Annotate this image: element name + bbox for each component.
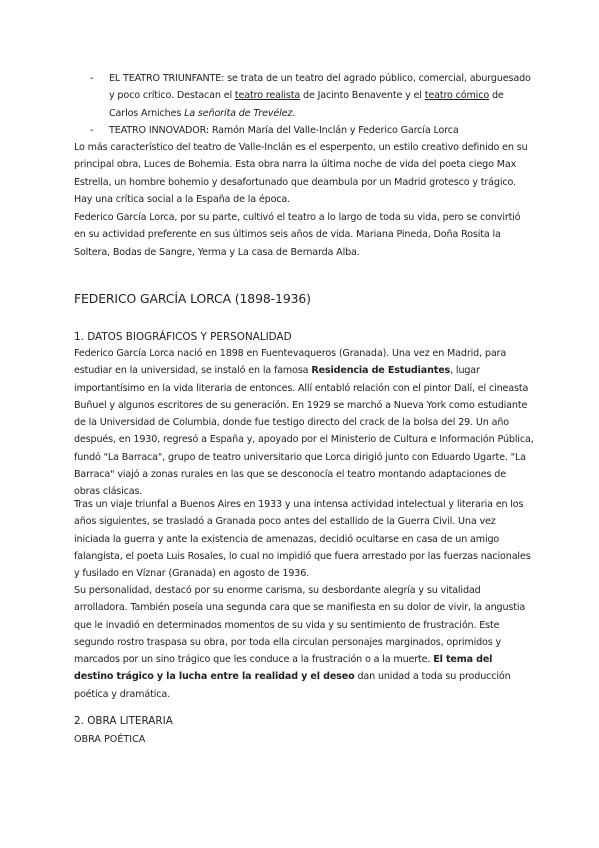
italic-title: La señorita de Trevélez (184, 107, 293, 119)
link-teatro-comico[interactable]: teatro cómico (424, 90, 490, 102)
obra-heading: 2. OBRA LITERARIA (74, 715, 173, 727)
bio-heading: 1. DATOS BIOGRÁFICOS Y PERSONALIDAD (74, 331, 292, 343)
obra-poetica-heading: OBRA POÉTICA (74, 734, 146, 745)
bio-paragraph-1: Federico García Lorca nació en 1898 en Fuentevaqueros (Granada). Una vez en Madrid, para estudiar en la universidad, se instaló en la famosa Residencia de Estudiantes, lugar importantísimo en la vida literaria de entonces. Allí entabló relación con el pintor Dalí, el cineasta Buñuel y algunos escritores de su generación. En 1929 se marchó a Nueva York como estudiante de la Universidad de Columbia, donde fue testigo directo del crack de la bolsa del 29. Un año después, en 1930, regresó a España y, apoyado por el Ministerio de Cultura e Información Pública, fundó "La Barraca", grupo de teatro universitario que Lorca dirigió junto con Eduardo Ugarte. "La Barraca" viajó a zonas rurales en las que se desconocía el teatro montando adaptaciones de obras clásicas. (74, 348, 534, 498)
bio-paragraph-3: Su personalidad, destacó por su enorme carisma, su desbordante alegría y su vitalidad arrolladora. También poseía una segunda cara que se manifiesta en su dolor de vivir, la angustia que le invadió en determinados momentos de su vida y su sentimiento de frustración. Este segundo rostro traspasa su obra, por toda ella circulan personajes marginados, oprimidos y marcados por un sino trágico que les conduce a la frustración o a la muerte. El tema del destino trágico y la lucha entre la realidad y el deseo dan unidad a toda su producción poética y dramática. (74, 585, 526, 700)
bio-paragraph-2: Tras un viaje triunfal a Buenos Aires en 1933 y una intensa actividad intelectual y literaria en los años siguientes, se trasladó a Granada poco antes del estallido de la Guerra Civil. Una vez iniciada la guerra y ante la existencia de amenazas, decidió ocultarse en casa de un amigo falangista, el poeta Luis Rosales, lo cual no impidió que fuera arrestado por las fuerzas nacionales y fusilado en Víznar (Granada) en agosto de 1936. (74, 499, 531, 580)
bullet-marker: - (90, 73, 94, 84)
section-title: FEDERICO GARCÍA LORCA (1898-1936) (74, 291, 311, 306)
bullet-teatro-triunfante: EL TEATRO TRIUNFANTE: se trata de un teatro del agrado público, comercial, aburguesado y poco crítico. Destacan el teatro realista de Jacinto Benavente y el teatro cómico de Carlos Arniches La señorita de Trevélez. (109, 73, 531, 119)
bold-tema-destino: El tema del destino trágico y la lucha entre la realidad y el deseo (74, 654, 493, 683)
link-teatro-realista[interactable]: teatro realista (234, 90, 301, 102)
paragraph-lorca-teatro: Federico García Lorca, por su parte, cultivó el teatro a lo largo de toda su vida, pero se convirtió en su actividad preferente en sus últimos seis años de vida. Mariana Pineda, Doña Rosita la Soltera, Bodas de Sangre, Yerma y La casa de Bernarda Alba. (74, 212, 521, 258)
paragraph-valle-inclan: Lo más característico del teatro de Valle-Inclán es el esperpento, un estilo creativo definido en su principal obra, Luces de Bohemia. Esta obra narra la última noche de vida del poeta ciego Max Estrella, un hombre bohemio y desafortunado que deambula por un Madrid grotesco y trágico. Hay una crítica social a la España de la época. (74, 142, 528, 205)
bullet-teatro-innovador: TEATRO INNOVADOR: Ramón María del Valle-Inclán y Federico García Lorca (109, 125, 459, 136)
bullet-marker: - (90, 125, 94, 136)
bold-residencia: Residencia de Estudiantes (311, 365, 451, 377)
